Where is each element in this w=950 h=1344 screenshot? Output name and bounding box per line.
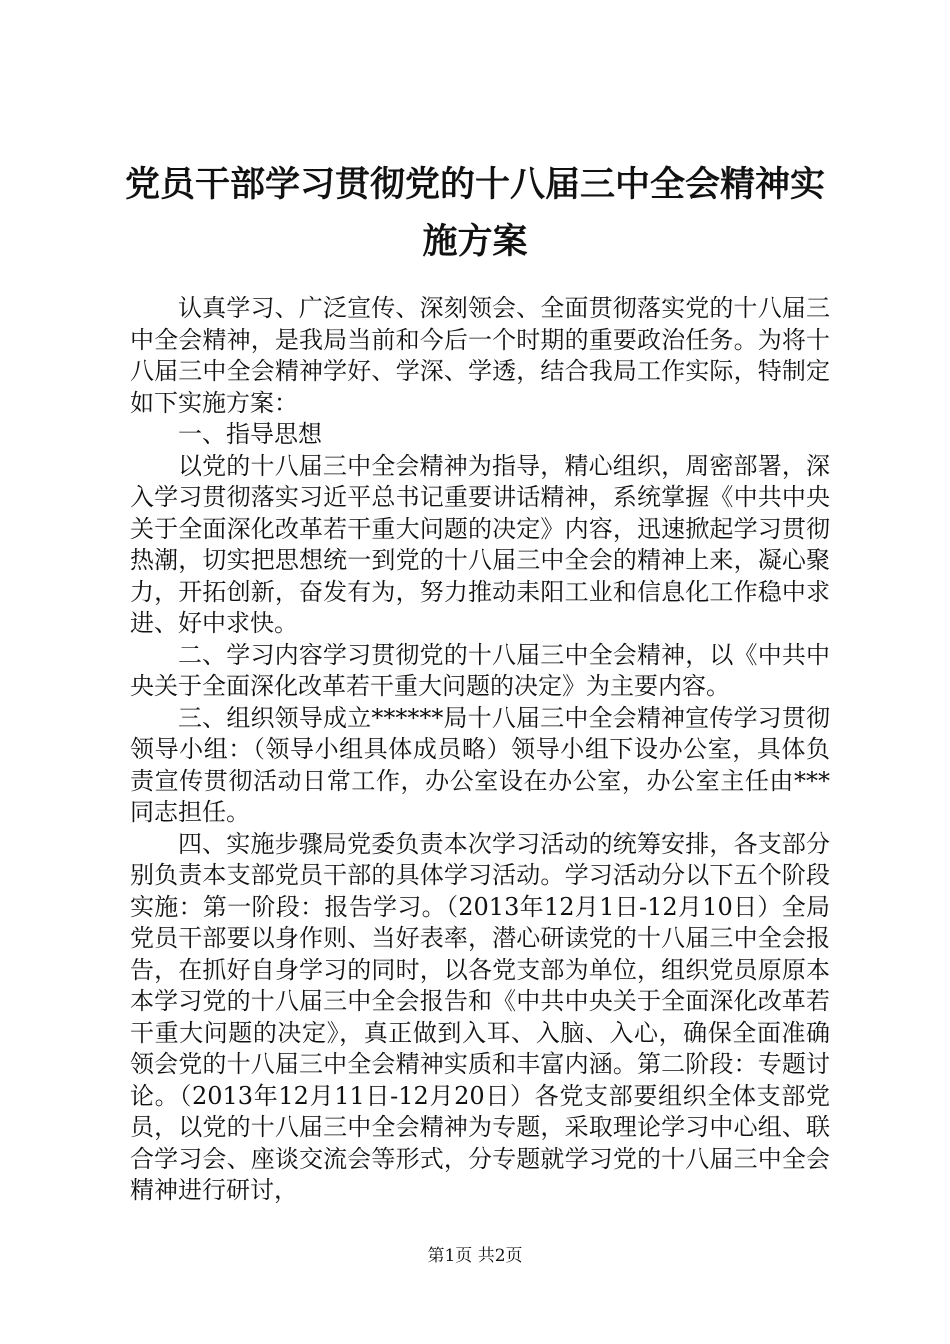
document-title-line-1: 党员干部学习贯彻党的十八届三中全会精神实	[124, 165, 825, 205]
page-footer: 第1页 共2页	[427, 1246, 523, 1266]
section-heading-guiding-ideology: 一、指导思想	[178, 420, 322, 448]
paragraph-study-content: 二、学习内容学习贯彻党的十八届三中全会精神，以《中共中央关于全面深化改革若干重大问题的决定》为主要内容。	[130, 640, 830, 700]
paragraph-guiding-ideology: 以党的十八届三中全会精神为指导，精心组织，周密部署，深入学习贯彻落实习近平总书记重要讲话精神，系统掌握《中共中央关于全面深化改革若干重大问题的决定》内容，迅速掀起学习贯彻热潮，切实把思想统一到党的十八届三中全会的精神上来，凝心聚力，开拓创新，奋发有为，努力推动耒阳工业和信息化工作稳中求进、好中求快。	[130, 451, 830, 637]
paragraph-implementation-steps: 四、实施步骤局党委负责本次学习活动的统筹安排，各支部分别负责本支部党员干部的具体学习活动。学习活动分以下五个阶段实施：第一阶段：报告学习。（2013年12月1日-12月10日）全局党员干部要以身作则、当好表率，潜心研读党的十八届三中全会报告，在抓好自身学习的同时，以各党支部为单位，组织党员原原本本学习党的十八届三中全会报告和《中共中央关于全面深化改革若干重大问题的决定》，真正做到入耳、入脑、入心，确保全面准确领会党的十八届三中全会精神实质和丰富内涵。第二阶段：专题讨论。（2013年12月11日-12月20日）各党支部要组织全体支部党员，以党的十八届三中全会精神为专题，采取理论学习中心组、联合学习会、座谈交流会等形式，分专题就学习党的十八届三中全会精神进行研讨，	[130, 829, 830, 1204]
document-body	[130, 293, 830, 1207]
paragraph-intro: 认真学习、广泛宣传、深刻领会、全面贯彻落实党的十八届三中全会精神，是我局当前和今后一个时期的重要政治任务。为将十八届三中全会精神学好、学深、学透，结合我局工作实际，特制定如下实施方案：	[130, 294, 830, 417]
paragraph-organization-leadership: 三、组织领导成立******局十八届三中全会精神宣传学习贯彻领导小组：（领导小组具体成员略）领导小组下设办公室，具体负责宣传贯彻活动日常工作，办公室设在办公室，办公室主任由***同志担任。	[130, 703, 830, 826]
document-title-line-2: 施方案	[422, 222, 528, 262]
